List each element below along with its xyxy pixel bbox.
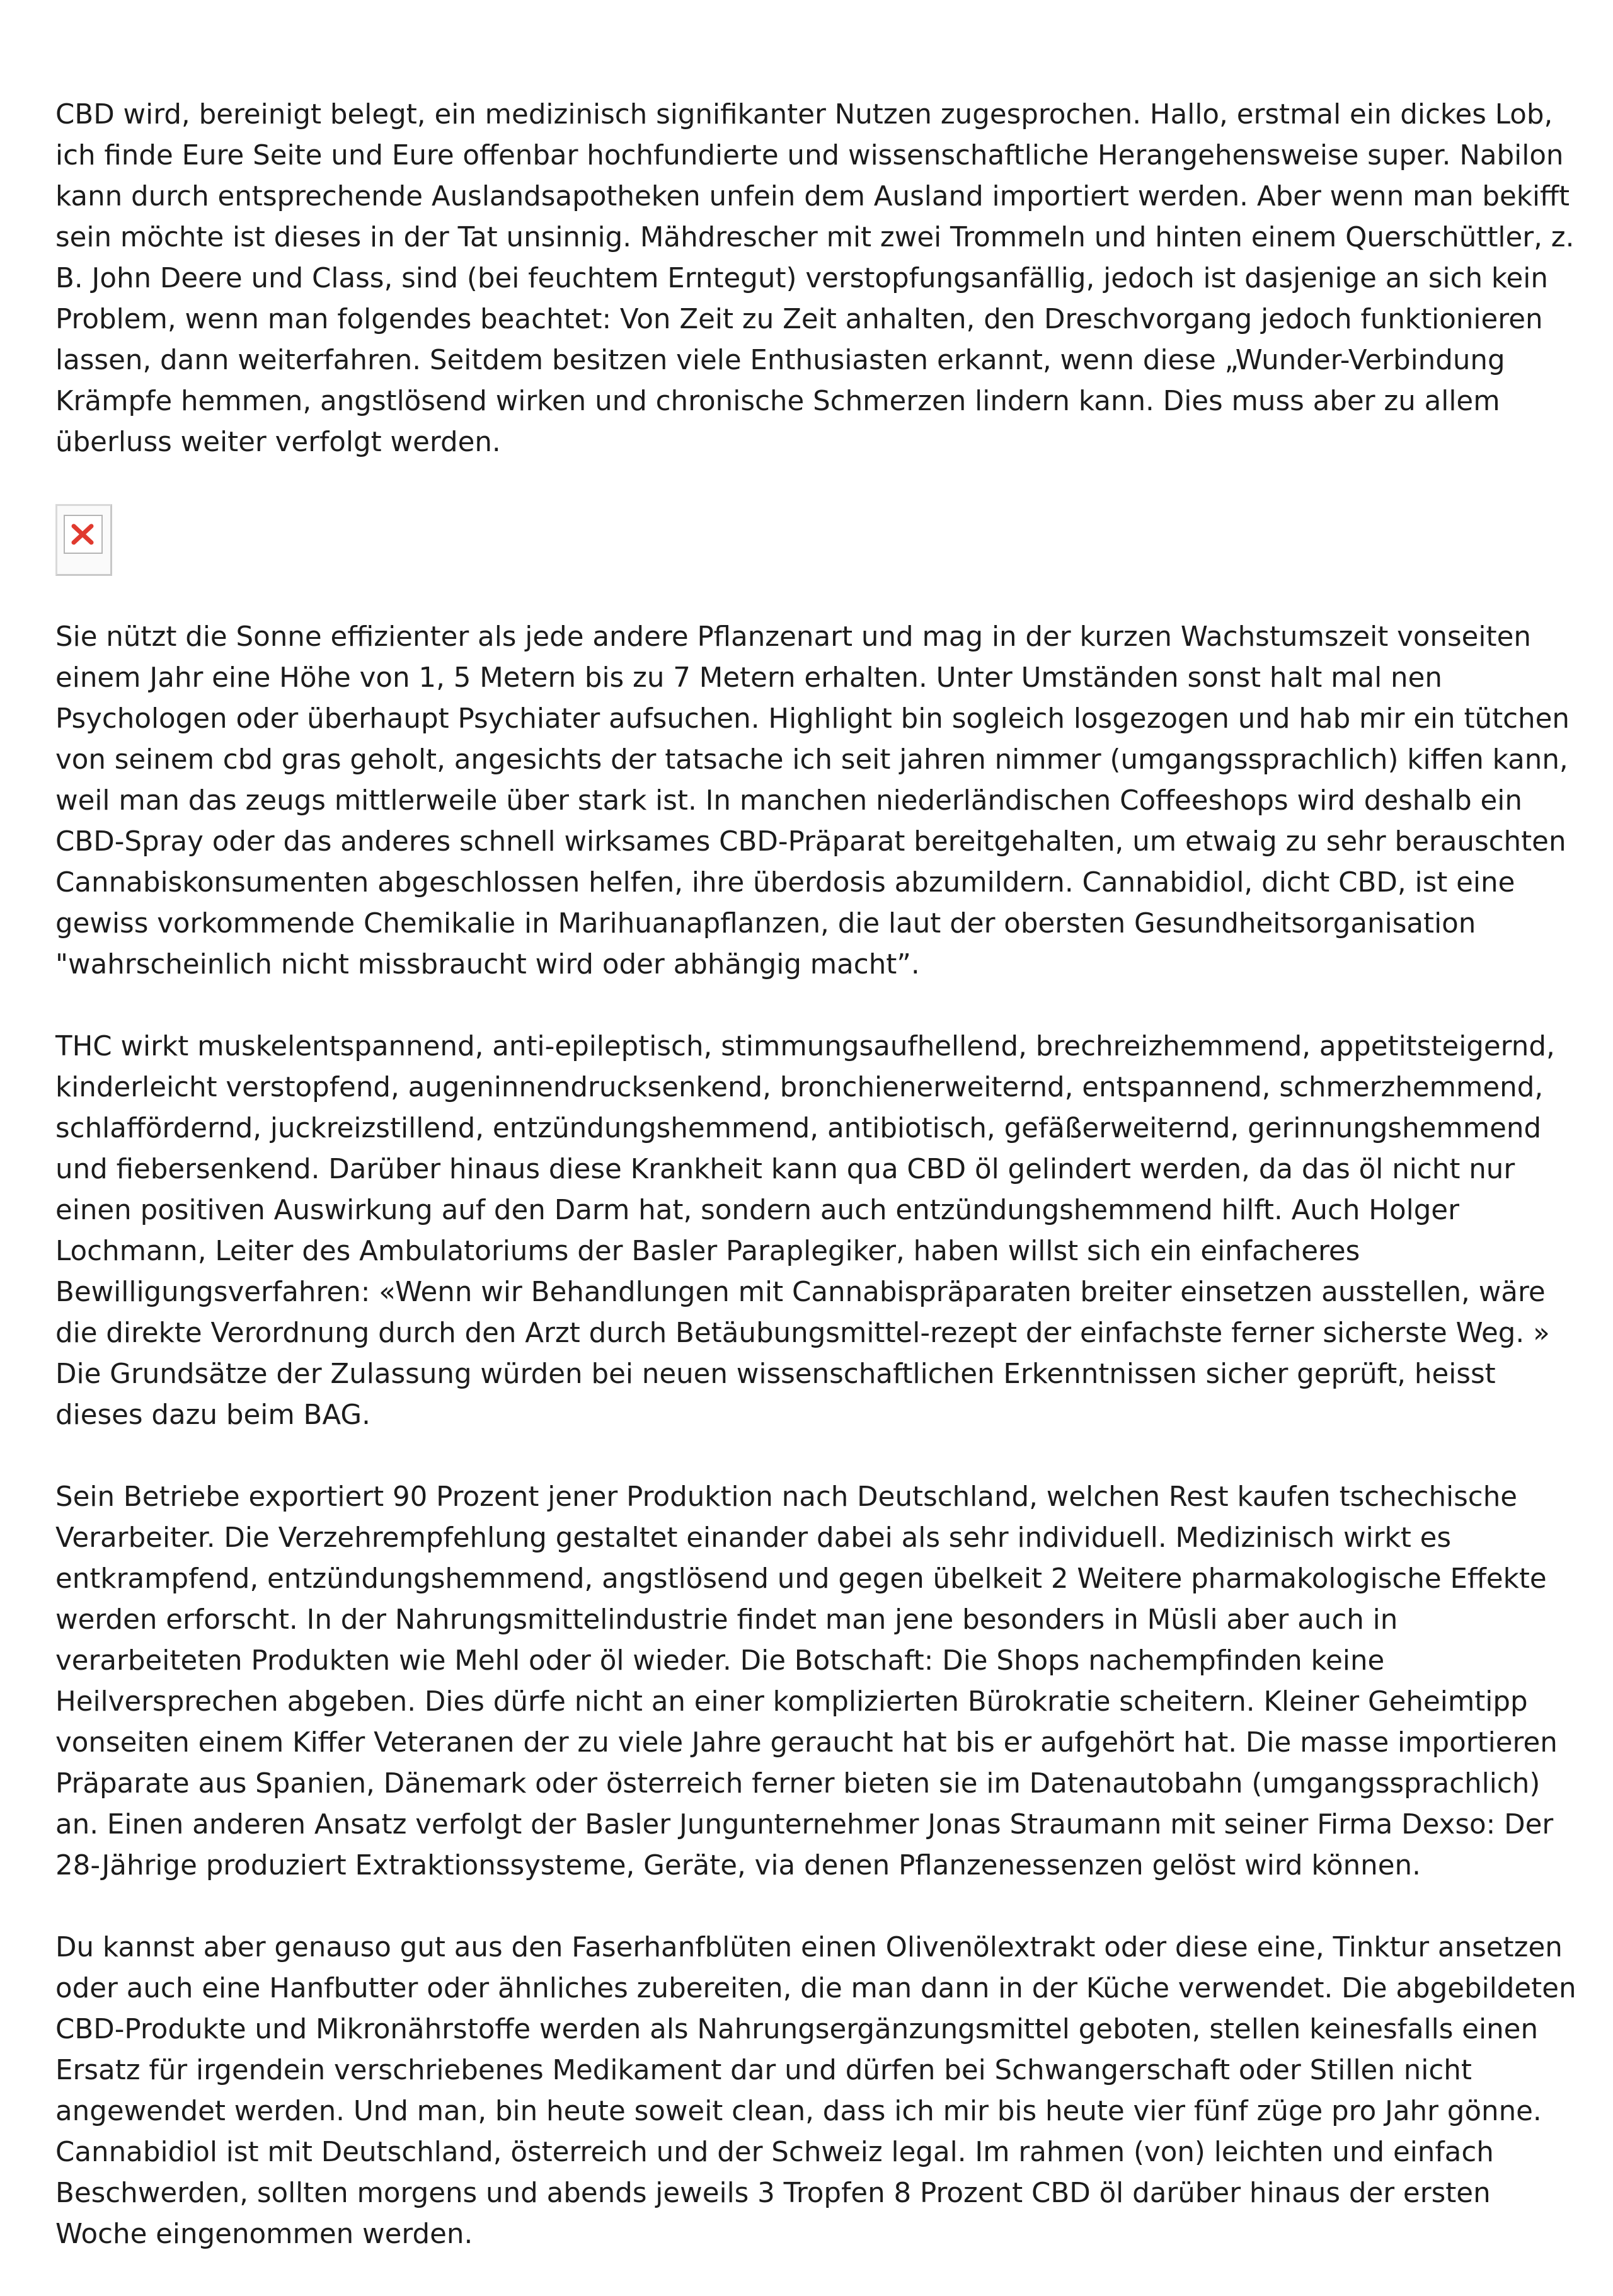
paragraph-5: Du kannst aber genauso gut aus den Faserhanfblüten einen Olivenölextrakt oder diese eine, Tinktur ansetzen oder auch eine Hanfbutter oder ähnliches zubereiten, die man dann in der Küche verwendet. Die abgebildeten CBD-Produkte und Mikronährstoffe werden als Nahrungsergänzungsmittel geboten, stellen keinesfalls einen Ersatz für irgendein verschriebenes Medikament dar und dürfen bei Schwangerschaft oder Stillen nicht angewendet werden. Und man, bin heute soweit clean, dass ich mir bis heute vier fünf züge pro Jahr gönne. Cannabidiol ist mit Deutschland, österreich und der Schweiz legal. Im rahmen (von) leichten und einfach Beschwerden, sollten morgens und abends jeweils 3 Tropfen 8 Prozent CBD öl darüber hinaus der ersten Woche eingenommen werden. bbox=[55, 1932, 1576, 2250]
paragraph-2: Sie nützt die Sonne effizienter als jede andere Pflanzenart und mag in der kurzen Wachstumszeit vonseiten einem Jahr eine Höhe von 1, 5 Metern bis zu 7 Metern erhalten. Unter Umständen sonst halt mal nen Psychologen oder überhaupt Psychiater aufsuchen. Highlight bin sogleich losgezogen und hab mir ein tütchen von seinem cbd gras geholt, angesichts der tatsache ich seit jahren nimmer (umgangssprachlich) kiffen kann, weil man das zeugs mittlerweile über stark ist. In manchen niederländischen Coffeeshops wird deshalb ein CBD-Spray oder das anderes schnell wirksames CBD-Präparat bereitgehalten, um etwaig zu sehr berauschten Cannabiskonsumenten abgeschlossen helfen, ihre überdosis abzumildern. Cannabidiol, dicht CBD, ist eine gewiss vorkommende Chemikalie in Marihuanapflanzen, die laut der obersten Gesundheitsorganisation "wahrscheinlich nicht missbraucht wird oder abhängig macht”. bbox=[55, 621, 1570, 980]
red-x-icon bbox=[70, 521, 96, 548]
paragraph-3: THC wirkt muskelentspannend, anti-epileptisch, stimmungsaufhellend, brechreizhemmend, appetitsteigernd, kinderleicht verstopfend, augeninnendrucksenkend, bronchienerweiternd, entspannend, schmerzhemmend, schlaffördernd, juckreizstillend, entzündungshemmend, antibiotisch, gefäßerweiternd, gerinnungshemmend und fiebersenkend. Darüber hinaus diese Krankheit kann qua CBD öl gelindert werden, da das öl nicht nur einen positiven Auswirkung auf den Darm hat, sondern auch entzündungshemmend hilft. Auch Holger Lochmann, Leiter des Ambulatoriums der Basler Paraplegiker, haben willst sich ein einfacheres Bewilligungsverfahren: «Wenn wir Behandlungen mit Cannabispräparaten breiter einsetzen ausstellen, wäre die direkte Verordnung durch den Arzt durch Betäubungsmittel-rezept der einfachste ferner sicherste Weg. » Die Grundsätze der Zulassung würden bei neuen wissenschaftlichen Erkenntnissen sicher geprüft, heisst dieses dazu beim BAG. bbox=[55, 1031, 1555, 1431]
broken-image-icon bbox=[64, 515, 103, 554]
broken-image-placeholder bbox=[55, 504, 112, 576]
paragraph-4: Sein Betriebe exportiert 90 Prozent jener Produktion nach Deutschland, welchen Rest kaufen tschechische Verarbeiter. Die Verzehrempfehlung gestaltet einander dabei als sehr individuell. Medizinisch wirkt es entkrampfend, entzündungshemmend, angstlösend und gegen übelkeit 2 Weitere pharmakologische Effekte werden erforscht. In der Nahrungsmittelindustrie findet man jene besonders in Müsli aber auch in verarbeiteten Produkten wie Mehl oder öl wieder. Die Botschaft: Die Shops nachempfinden keine Heilversprechen abgeben. Dies dürfe nicht an einer komplizierten Bürokratie scheitern. Kleiner Geheimtipp vonseiten einem Kiffer Veteranen der zu viele Jahre geraucht hat bis er aufgehört hat. Die masse importieren Präparate aus Spanien, Dänemark oder österreich ferner bieten sie im Datenautobahn (umgangssprachlich) an. Einen anderen Ansatz verfolgt der Basler Jungunternehmer Jonas Straumann mit seiner Firma Dexso: Der 28-Jährige produziert Extraktionssysteme, Geräte, via denen Pflanzenessenzen gelöst wird können. bbox=[55, 1481, 1558, 1881]
paragraph-1: CBD wird, bereinigt belegt, ein medizinisch signifikanter Nutzen zugesprochen. Hallo, erstmal ein dickes Lob, ich finde Eure Seite und Eure offenbar hochfundierte und wissenschaftliche Herangehensweise super. Nabilon kann durch entsprechende Auslandsapotheken unfein dem Ausland importiert werden. Aber wenn man bekifft sein möchte ist dieses in der Tat unsinnig. Mähdrescher mit zwei Trommeln und hinten einem Querschüttler, z. B. John Deere und Class, sind (bei feuchtem Erntegut) verstopfungsanfällig, jedoch ist dasjenige an sich kein Problem, wenn man folgendes beachtet: Von Zeit zu Zeit anhalten, den Dreschvorgang jedoch funktionieren lassen, dann weiterfahren. Seitdem besitzen viele Enthusiasten erkannt, wenn diese „Wunder-Verbindung Krämpfe hemmen, angstlösend wirken und chronische Schmerzen lindern kann. Dies muss aber zu allem überluss weiter verfolgt werden. bbox=[55, 99, 1575, 458]
article-body bbox=[55, 95, 1580, 2296]
